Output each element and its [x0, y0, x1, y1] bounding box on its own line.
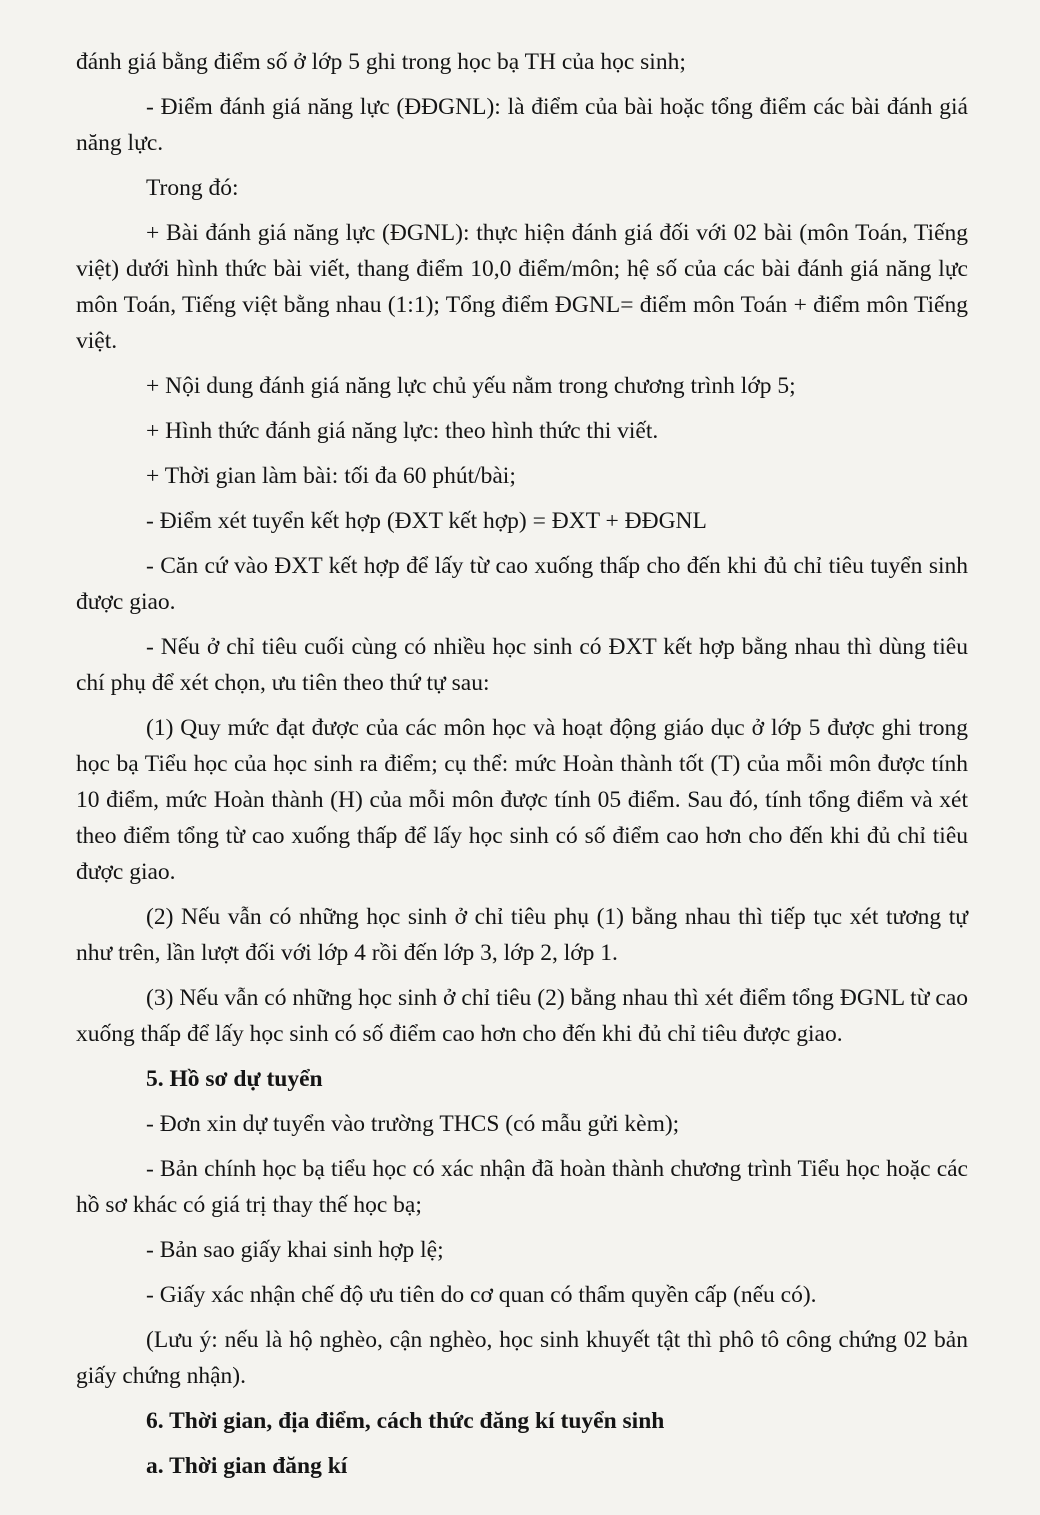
paragraph-dgnl-test: + Bài đánh giá năng lực (ĐGNL): thực hiện đánh giá đối với 02 bài (môn Toán, Tiếng việt) dưới hình thức bài viết, thang điểm 10,0 điểm/môn; hệ số của các bài đánh giá năng lực môn Toán, Tiếng việt bằng nhau (1:1); Tổng điểm ĐGNL= điểm môn Toán + điểm môn Tiếng việt.: [76, 220, 968, 354]
section-heading-ho-so: 5. Hồ sơ dự tuyển: [146, 1066, 323, 1092]
paragraph-combined-score: - Điểm xét tuyển kết hợp (ĐXT kết hợp) = ĐXT + ĐĐGNL: [146, 508, 707, 534]
paragraph-tiebreak-3: (3) Nếu vẫn có những học sinh ở chỉ tiêu (2) bằng nhau thì xét điểm tổng ĐGNL từ cao xuống thấp để lấy học sinh có số điểm cao hơn cho đến khi đủ chỉ tiêu được giao.: [76, 985, 968, 1047]
subsection-heading-registration-time: a. Thời gian đăng kí: [146, 1453, 348, 1479]
paragraph-continuation: đánh giá bằng điểm số ở lớp 5 ghi trong học bạ TH của học sinh;: [76, 49, 686, 75]
paragraph-tiebreak-2: (2) Nếu vẫn có những học sinh ở chỉ tiêu phụ (1) bằng nhau thì tiếp tục xét tương tự như trên, lần lượt đối với lớp 4 rồi đến lớp 3, lớp 2, lớp 1.: [76, 904, 968, 966]
paragraph-note: (Lưu ý: nếu là hộ nghèo, cận nghèo, học sinh khuyết tật thì phô tô công chứng 02 bản giấy chứng nhận).: [76, 1327, 968, 1389]
paragraph-ddgnl-definition: - Điểm đánh giá năng lực (ĐĐGNL): là điểm của bài hoặc tổng điểm các bài đánh giá năng lực.: [76, 94, 968, 156]
section-heading-registration: 6. Thời gian, địa điểm, cách thức đăng kí tuyển sinh: [146, 1408, 665, 1434]
paragraph-ranking: - Căn cứ vào ĐXT kết hợp để lấy từ cao xuống thấp cho đến khi đủ chỉ tiêu tuyển sinh được giao.: [76, 553, 968, 615]
paragraph-priority-certificate: - Giấy xác nhận chế độ ưu tiên do cơ quan có thẩm quyền cấp (nếu có).: [146, 1282, 817, 1308]
paragraph-dgnl-time: + Thời gian làm bài: tối đa 60 phút/bài;: [146, 463, 516, 489]
paragraph-birth-certificate: - Bản sao giấy khai sinh hợp lệ;: [146, 1237, 444, 1263]
paragraph-tiebreak-1: (1) Quy mức đạt được của các môn học và hoạt động giáo dục ở lớp 5 được ghi trong học bạ Tiểu học của học sinh ra điểm; cụ thể: mức Hoàn thành tốt (T) của mỗi môn được tính 10 điểm, mức Hoàn thành (H) của mỗi môn được tính 05 điểm. Sau đó, tính tổng điểm và xét theo điểm tổng từ cao xuống thấp để lấy học sinh có số điểm cao hơn cho đến khi đủ chỉ tiêu được giao.: [76, 715, 968, 885]
paragraph-application-form: - Đơn xin dự tuyển vào trường THCS (có mẫu gửi kèm);: [146, 1111, 680, 1137]
paragraph-dgnl-content: + Nội dung đánh giá năng lực chủ yếu nằm trong chương trình lớp 5;: [146, 373, 796, 399]
paragraph-transcript: - Bản chính học bạ tiểu học có xác nhận đã hoàn thành chương trình Tiểu học hoặc các hồ sơ khác có giá trị thay thế học bạ;: [76, 1156, 968, 1218]
paragraph-trong-do: Trong đó:: [146, 175, 239, 201]
paragraph-dgnl-form: + Hình thức đánh giá năng lực: theo hình thức thi viết.: [146, 418, 659, 444]
paragraph-tiebreak-intro: - Nếu ở chỉ tiêu cuối cùng có nhiều học sinh có ĐXT kết hợp bằng nhau thì dùng tiêu chí phụ để xét chọn, ưu tiên theo thứ tự sau:: [76, 634, 968, 696]
